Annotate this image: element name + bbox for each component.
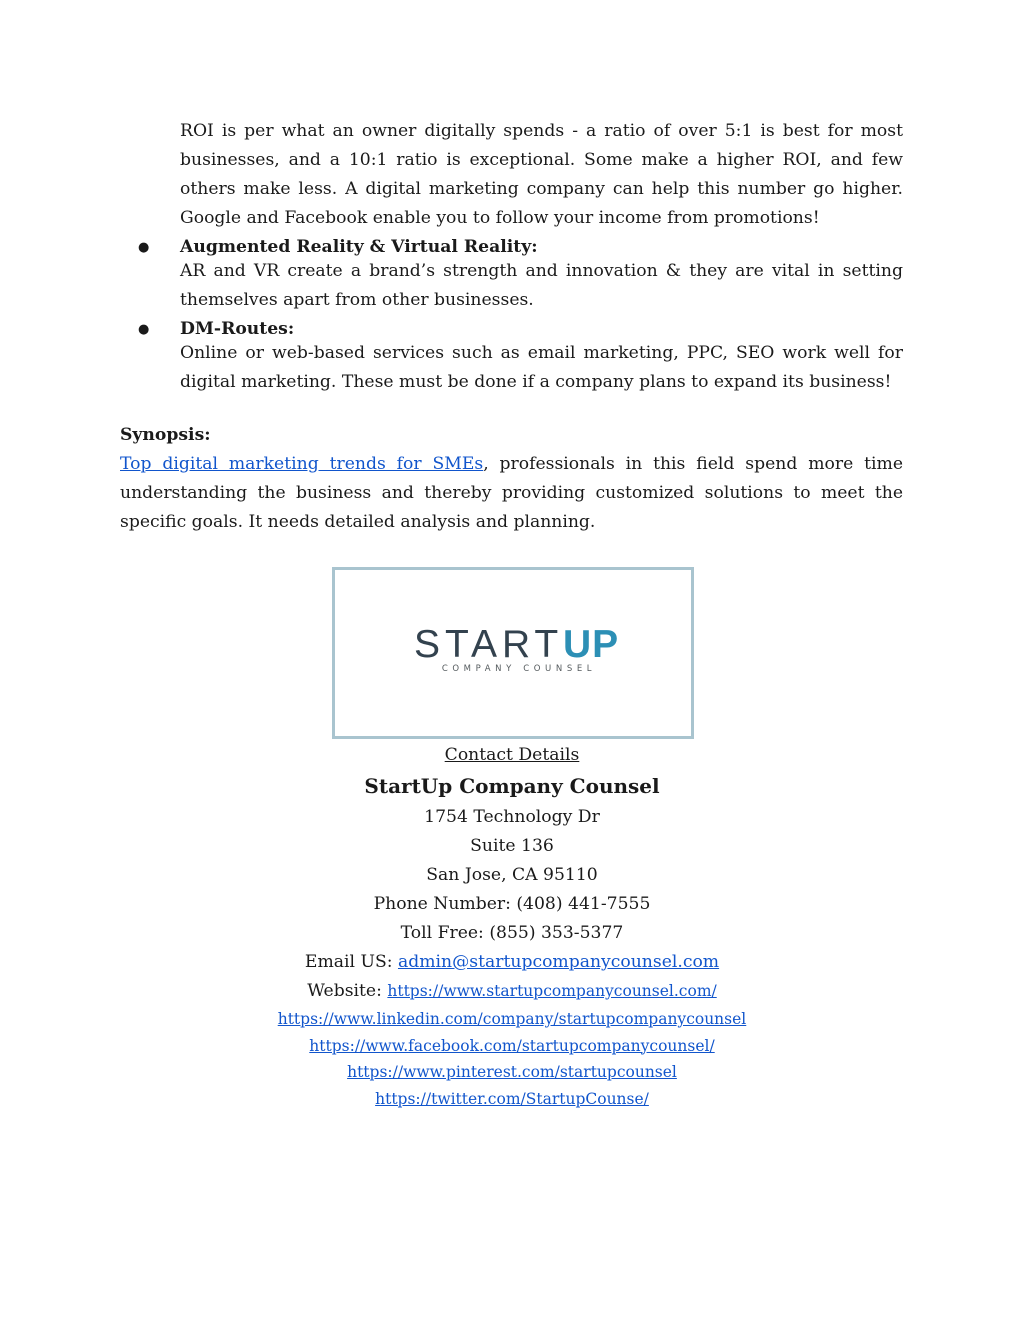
roi-paragraph: ROI is per what an owner digitally spends - a ratio of over 5:1 is best for most businesses, and a 10:1 ratio is exceptional. Some make a higher ROI, and few others make less. A digital marketing company can help this number go higher. Google and Facebook enable you to follow your income from promotions! (180, 121, 903, 228)
synopsis-paragraph (120, 450, 903, 537)
pinterest-line (0, 1059, 1024, 1086)
website-line (0, 977, 1024, 1006)
address-line-2: Suite 136 (470, 836, 554, 856)
bullet-heading: DM-Routes: (180, 319, 295, 339)
toll-free-number: Toll Free: (855) 353-5377 (400, 923, 624, 943)
bullet-heading: Augmented Reality & Virtual Reality: (180, 237, 538, 257)
address-city: San Jose, CA 95110 (426, 865, 598, 885)
facebook-link[interactable]: https://www.facebook.com/startupcompanycounsel/ (309, 1036, 715, 1055)
contact-details-title: Contact Details (444, 745, 580, 765)
address-line-1: 1754 Technology Dr (424, 807, 600, 827)
facebook-line (0, 1033, 1024, 1060)
startup-logo-wordmark (414, 622, 624, 662)
bullet-body: Online or web-based services such as email marketing, PPC, SEO work well for digital marketing. These must be done if a company plans to expand its business! (180, 343, 903, 392)
bullet-dot-icon: ● (138, 322, 150, 337)
logo-tagline: COMPANY COUNSEL (441, 664, 597, 674)
company-logo (332, 567, 694, 739)
smes-trends-link[interactable]: Top digital marketing trends for SMEs (120, 454, 484, 474)
pinterest-link[interactable]: https://www.pinterest.com/startupcounsel (347, 1063, 677, 1081)
linkedin-link[interactable]: https://www.linkedin.com/company/startupcompanycounsel (277, 1010, 747, 1028)
synopsis-heading: Synopsis: (120, 425, 211, 445)
website-label: Website: (307, 981, 388, 1001)
company-name: StartUp Company Counsel (364, 774, 660, 798)
bullet-body: AR and VR create a brand’s strength and innovation & they are vital in setting themselves apart from other businesses. (180, 261, 903, 310)
synopsis-text: , professionals in this field spend more time understanding the business and thereby providing customized solutions to meet the specific goals. It needs detailed analysis and planning. (120, 454, 903, 532)
logo-word-end: UP (563, 623, 620, 662)
linkedin-line (0, 1006, 1024, 1033)
twitter-line (0, 1086, 1024, 1113)
twitter-link[interactable]: https://twitter.com/StartupCounse/ (375, 1089, 649, 1108)
email-line (0, 948, 1024, 977)
phone-number: Phone Number: (408) 441-7555 (373, 894, 651, 914)
bullet-dot-icon: ● (138, 240, 150, 255)
contact-details (0, 742, 1024, 1112)
email-link[interactable]: admin@startupcompanycounsel.com (397, 952, 720, 972)
website-link[interactable]: https://www.startupcompanycounsel.com/ (387, 982, 717, 1000)
logo-word-start: START (414, 623, 564, 662)
email-label: Email US: (304, 952, 398, 972)
